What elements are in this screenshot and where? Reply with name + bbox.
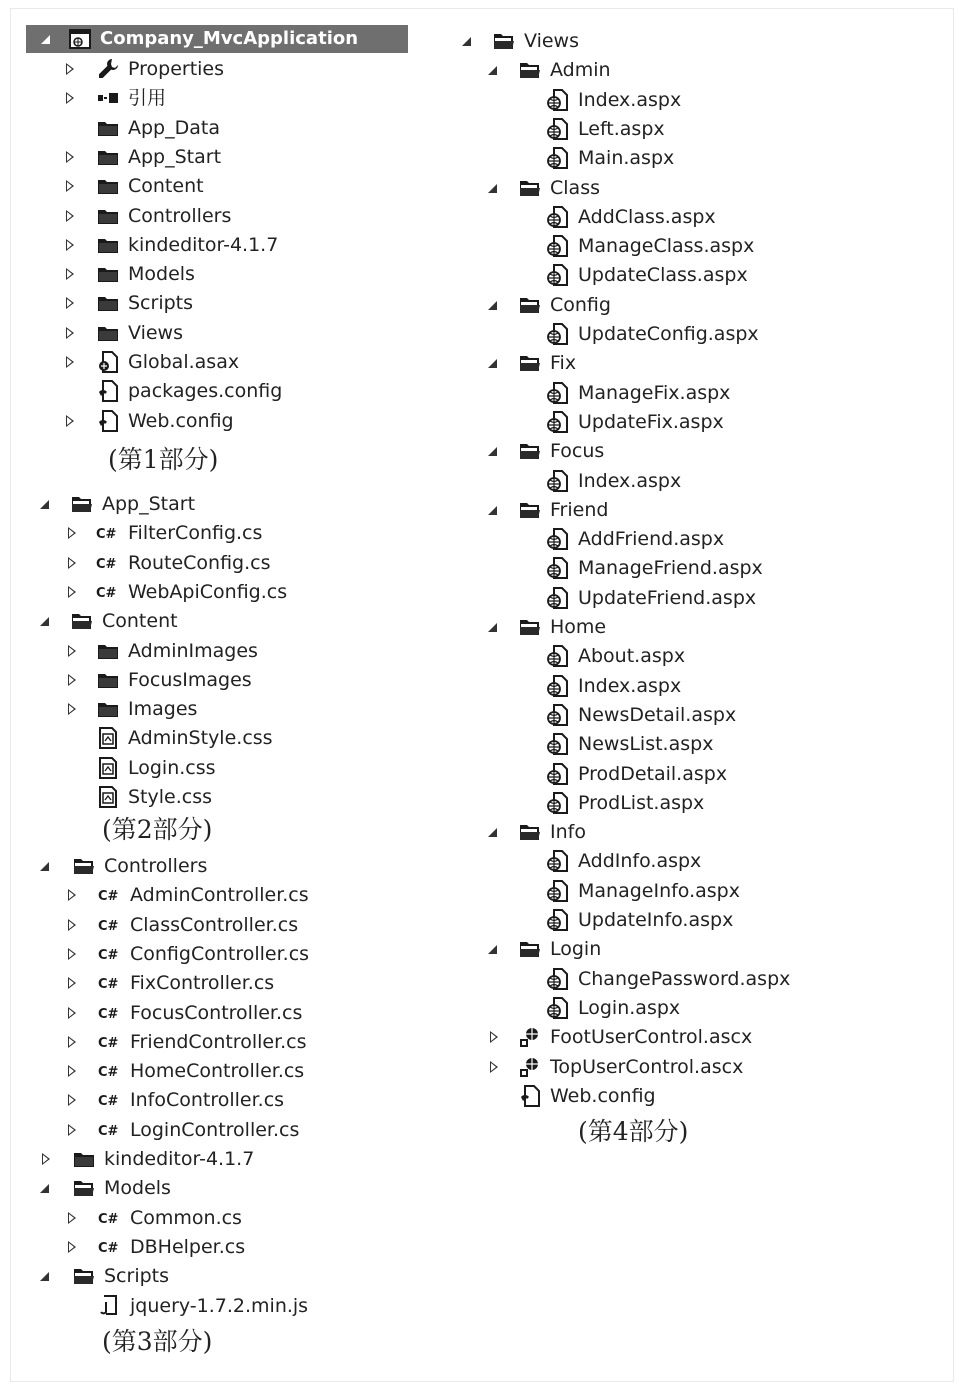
collapsed-arrow-icon[interactable] — [68, 1094, 76, 1106]
tree-item-label: FilterConfig.cs — [128, 522, 263, 545]
aspx-file-icon — [546, 586, 570, 610]
tree-item-label: Index.aspx — [578, 88, 682, 111]
collapsed-arrow-icon[interactable] — [66, 92, 74, 104]
folder-icon — [96, 262, 120, 286]
aspx-file-icon — [546, 674, 570, 698]
folder-open-icon — [518, 58, 542, 82]
aspx-file-icon — [546, 849, 570, 873]
tree-item-label: AddInfo.aspx — [578, 850, 702, 873]
svg-text:C#: C# — [98, 1065, 119, 1081]
tree-item-label: 引用 — [128, 87, 167, 110]
svg-text:C#: C# — [96, 585, 117, 601]
folder-open-icon — [518, 351, 542, 375]
tree-item-label: Info — [550, 821, 586, 844]
tree-item-label: App_Start — [128, 145, 222, 168]
csharp-file-icon — [98, 1001, 122, 1025]
aspx-file-icon — [546, 205, 570, 229]
folder-open-icon — [518, 937, 542, 961]
collapsed-arrow-icon[interactable] — [68, 1007, 76, 1019]
aspx-file-icon — [546, 410, 570, 434]
ascx-file-icon — [518, 1025, 542, 1049]
tree-item-label: FootUserControl.ascx — [550, 1026, 753, 1049]
tree-item-label: Properties — [128, 58, 225, 80]
expanded-arrow-icon[interactable] — [41, 35, 50, 44]
expanded-arrow-icon[interactable] — [488, 828, 497, 837]
folder-open-icon — [518, 615, 542, 639]
collapsed-arrow-icon[interactable] — [68, 1036, 76, 1048]
aspx-file-icon — [546, 967, 570, 991]
tree-item-label: Style.css — [128, 786, 213, 808]
aspx-file-icon — [546, 88, 570, 112]
collapsed-arrow-icon[interactable] — [68, 889, 76, 901]
asax-file-icon — [96, 350, 120, 374]
project-root-label: Company_MvcApplication — [100, 28, 359, 49]
collapsed-arrow-icon[interactable] — [68, 1124, 76, 1136]
tree-item-label: FixController.cs — [130, 972, 275, 995]
tree-item-label: Scripts — [128, 292, 194, 315]
expanded-arrow-icon[interactable] — [488, 359, 497, 368]
svg-text:C#: C# — [98, 918, 119, 934]
tree-item-label: Admin — [550, 59, 611, 82]
folder-open-icon — [518, 498, 542, 522]
tree-item-label: Global.asax — [128, 351, 240, 373]
csharp-file-icon — [98, 1118, 122, 1142]
aspx-file-icon — [546, 322, 570, 346]
tree-item-label: FocusController.cs — [130, 1001, 303, 1024]
tree-item-label: Home — [550, 616, 607, 638]
tree-item-label: UpdateClass.aspx — [578, 264, 748, 287]
csharp-file-icon — [98, 1235, 122, 1259]
folder-icon — [96, 174, 120, 198]
tree-item-label: Web.config — [128, 409, 234, 432]
aspx-file-icon — [546, 556, 570, 580]
expanded-arrow-icon[interactable] — [488, 506, 497, 515]
collapsed-arrow-icon[interactable] — [68, 557, 76, 569]
collapsed-arrow-icon[interactable] — [490, 1061, 498, 1073]
csharp-file-icon — [98, 883, 122, 907]
tree-item-label: ManageClass.aspx — [578, 235, 755, 258]
collapsed-arrow-icon[interactable] — [68, 948, 76, 960]
tree-item-label: Left.aspx — [578, 117, 665, 140]
tree-item-label: Fix — [550, 352, 577, 375]
collapsed-arrow-icon[interactable] — [490, 1031, 498, 1043]
svg-text:C#: C# — [98, 1211, 119, 1227]
tree-item-label: ProdDetail.aspx — [578, 762, 728, 785]
aspx-file-icon — [546, 469, 570, 493]
wrench-icon — [96, 57, 120, 81]
tree-item-label: Scripts — [104, 1265, 170, 1288]
tree-item-label: Web.config — [550, 1084, 656, 1107]
tree-item-label: Focus — [550, 440, 605, 463]
collapsed-arrow-icon[interactable] — [66, 297, 74, 309]
collapsed-arrow-icon[interactable] — [66, 356, 74, 368]
js-file-icon — [98, 1294, 122, 1318]
collapsed-arrow-icon[interactable] — [68, 1065, 76, 1077]
collapsed-arrow-icon[interactable] — [66, 239, 74, 251]
section-caption: (第1部分) — [108, 445, 219, 474]
tree-item-label: Controllers — [128, 204, 232, 227]
collapsed-arrow-icon[interactable] — [68, 586, 76, 598]
aspx-file-icon — [546, 703, 570, 727]
svg-text:C#: C# — [98, 1094, 119, 1110]
collapsed-arrow-icon[interactable] — [66, 268, 74, 280]
expanded-arrow-icon[interactable] — [40, 1272, 49, 1281]
collapsed-arrow-icon[interactable] — [66, 415, 74, 427]
folder-icon — [72, 1147, 96, 1171]
svg-text:C#: C# — [98, 1035, 119, 1051]
css-file-icon — [96, 756, 120, 780]
tree-item-label: Controllers — [104, 855, 208, 877]
expanded-arrow-icon[interactable] — [488, 301, 497, 310]
svg-text:C#: C# — [98, 977, 119, 993]
tree-item-label: Common.cs — [130, 1206, 242, 1229]
tree-item-label: LoginController.cs — [130, 1118, 300, 1141]
svg-text:C#: C# — [96, 527, 117, 543]
references-icon — [96, 86, 120, 110]
folder-open-icon — [72, 1264, 96, 1288]
folder-icon — [96, 204, 120, 228]
csharp-file-icon — [96, 580, 120, 604]
css-file-icon — [96, 785, 120, 809]
tree-item-label: DBHelper.cs — [130, 1235, 246, 1258]
tree-item-label: Images — [128, 698, 198, 721]
collapsed-arrow-icon[interactable] — [68, 919, 76, 931]
tree-item-label: TopUserControl.ascx — [550, 1055, 744, 1078]
ascx-file-icon — [518, 1055, 542, 1079]
expanded-arrow-icon[interactable] — [488, 66, 497, 75]
aspx-file-icon — [546, 644, 570, 668]
expanded-arrow-icon[interactable] — [488, 447, 497, 456]
csharp-file-icon — [98, 1030, 122, 1054]
csharp-file-icon — [96, 521, 120, 545]
svg-text:C#: C# — [98, 1123, 119, 1139]
collapsed-arrow-icon[interactable] — [68, 1241, 76, 1253]
config-file-icon — [96, 409, 120, 433]
config-file-icon — [96, 379, 120, 403]
tree-item-label: AddClass.aspx — [578, 205, 716, 228]
folder-icon — [96, 145, 120, 169]
tree-item-label: UpdateFix.aspx — [578, 410, 724, 433]
folder-icon — [96, 233, 120, 257]
tree-item-label: ClassController.cs — [130, 913, 299, 936]
tree-item-label: Content — [128, 175, 204, 198]
expanded-arrow-icon[interactable] — [40, 862, 49, 871]
collapsed-arrow-icon[interactable] — [42, 1153, 50, 1165]
aspx-file-icon — [546, 117, 570, 141]
tree-item-label: FocusImages — [128, 668, 252, 691]
collapsed-arrow-icon[interactable] — [68, 674, 76, 686]
section-caption: (第3部分) — [102, 1327, 213, 1356]
project-root-item[interactable] — [26, 25, 408, 53]
folder-icon — [96, 291, 120, 315]
folder-open-icon — [72, 854, 96, 878]
tree-item-label: jquery-1.7.2.min.js — [130, 1294, 309, 1317]
tree-item-label: RouteConfig.cs — [128, 551, 271, 574]
tree-item-label: FriendController.cs — [130, 1030, 307, 1053]
tree-item-label: Index.aspx — [578, 469, 682, 492]
aspx-file-icon — [546, 381, 570, 405]
section-caption: (第4部分) — [578, 1117, 689, 1146]
tree-item-label: kindeditor-4.1.7 — [104, 1148, 255, 1170]
css-file-icon — [96, 726, 120, 750]
tree-item-label: Models — [104, 1177, 171, 1200]
svg-text:C#: C# — [98, 889, 119, 905]
collapsed-arrow-icon[interactable] — [66, 63, 74, 75]
tree-item-label: AddFriend.aspx — [578, 528, 725, 551]
expanded-arrow-icon[interactable] — [462, 37, 471, 46]
aspx-file-icon — [546, 263, 570, 287]
csharp-file-icon — [98, 1059, 122, 1083]
tree-item-label: AdminImages — [128, 639, 258, 662]
tree-item-label: UpdateInfo.aspx — [578, 909, 734, 931]
collapsed-arrow-icon[interactable] — [66, 327, 74, 339]
tree-item-label: Config — [550, 293, 611, 316]
expanded-arrow-icon[interactable] — [40, 617, 49, 626]
tree-item-label: ManageInfo.aspx — [578, 879, 740, 902]
expanded-arrow-icon[interactable] — [40, 1184, 49, 1193]
aspx-file-icon — [546, 791, 570, 815]
svg-text:C#: C# — [96, 556, 117, 572]
tree-item-label: ChangePassword.aspx — [578, 967, 791, 990]
tree-item-label: Views — [524, 30, 579, 52]
expanded-arrow-icon[interactable] — [40, 500, 49, 509]
folder-open-icon — [70, 609, 94, 633]
tree-item-label: Login.css — [128, 756, 216, 779]
aspx-file-icon — [546, 908, 570, 932]
folder-open-icon — [492, 29, 516, 53]
csharp-file-icon — [98, 971, 122, 995]
tree-item-label: WebApiConfig.cs — [128, 580, 288, 603]
expanded-arrow-icon[interactable] — [488, 945, 497, 954]
folder-icon — [96, 668, 120, 692]
svg-text:C#: C# — [98, 947, 119, 963]
aspx-file-icon — [546, 762, 570, 786]
folder-icon — [96, 321, 120, 345]
folder-open-icon — [518, 439, 542, 463]
aspx-file-icon — [546, 996, 570, 1020]
collapsed-arrow-icon[interactable] — [68, 527, 76, 539]
folder-icon — [96, 116, 120, 140]
tree-item-label: HomeController.cs — [130, 1060, 305, 1083]
tree-item-label: About.aspx — [578, 645, 686, 668]
collapsed-arrow-icon[interactable] — [68, 977, 76, 989]
collapsed-arrow-icon[interactable] — [68, 645, 76, 657]
tree-item-label: Content — [102, 610, 178, 633]
tree-item-label: ProdList.aspx — [578, 791, 705, 814]
folder-icon — [96, 697, 120, 721]
csharp-file-icon — [98, 913, 122, 937]
tree-item-label: AdminStyle.css — [128, 727, 273, 750]
tree-item-label: Views — [128, 321, 183, 344]
collapsed-arrow-icon[interactable] — [66, 180, 74, 192]
aspx-file-icon — [546, 146, 570, 170]
aspx-file-icon — [546, 234, 570, 258]
section-caption: (第2部分) — [102, 815, 213, 844]
folder-icon — [96, 639, 120, 663]
tree-item-label: AdminController.cs — [130, 884, 309, 907]
collapsed-arrow-icon[interactable] — [68, 703, 76, 715]
tree-item-label: App_Start — [102, 493, 196, 515]
csharp-file-icon — [98, 1206, 122, 1230]
expanded-arrow-icon[interactable] — [488, 623, 497, 632]
tree-item-label: Login — [550, 938, 602, 961]
tree-item-label: Login.aspx — [578, 996, 681, 1019]
tree-item-label: packages.config — [128, 380, 283, 403]
svg-text:C#: C# — [98, 1240, 119, 1256]
tree-item-label: Friend — [550, 498, 609, 521]
tree-item-label: NewsDetail.aspx — [578, 703, 737, 726]
svg-text:C#: C# — [98, 1006, 119, 1022]
folder-open-icon — [518, 176, 542, 200]
aspx-file-icon — [546, 732, 570, 756]
tree-item-label: UpdateConfig.aspx — [578, 323, 759, 345]
collapsed-arrow-icon[interactable] — [68, 1212, 76, 1224]
tree-item-label: NewsList.aspx — [578, 733, 714, 756]
folder-open-icon — [72, 1176, 96, 1200]
solution-project-icon — [68, 27, 92, 51]
tree-item-label: Class — [550, 176, 600, 199]
tree-item-label: Index.aspx — [578, 674, 682, 697]
csharp-file-icon — [98, 1088, 122, 1112]
aspx-file-icon — [546, 879, 570, 903]
folder-open-icon — [518, 820, 542, 844]
aspx-file-icon — [546, 527, 570, 551]
expanded-arrow-icon[interactable] — [488, 184, 497, 193]
csharp-file-icon — [98, 942, 122, 966]
tree-item-label: kindeditor-4.1.7 — [128, 233, 279, 256]
config-file-icon — [518, 1084, 542, 1108]
folder-open-icon — [70, 492, 94, 516]
tree-item-label: Main.aspx — [578, 147, 675, 170]
tree-item-label: Models — [128, 263, 195, 286]
tree-item-label: UpdateFriend.aspx — [578, 586, 757, 609]
tree-item-label: ConfigController.cs — [130, 942, 310, 965]
folder-open-icon — [518, 293, 542, 317]
collapsed-arrow-icon[interactable] — [66, 210, 74, 222]
collapsed-arrow-icon[interactable] — [66, 151, 74, 163]
tree-item-label: App_Data — [128, 116, 220, 139]
tree-item-label: InfoController.cs — [130, 1089, 285, 1112]
csharp-file-icon — [96, 551, 120, 575]
tree-item-label: ManageFix.aspx — [578, 381, 731, 404]
tree-item-label: ManageFriend.aspx — [578, 557, 763, 580]
